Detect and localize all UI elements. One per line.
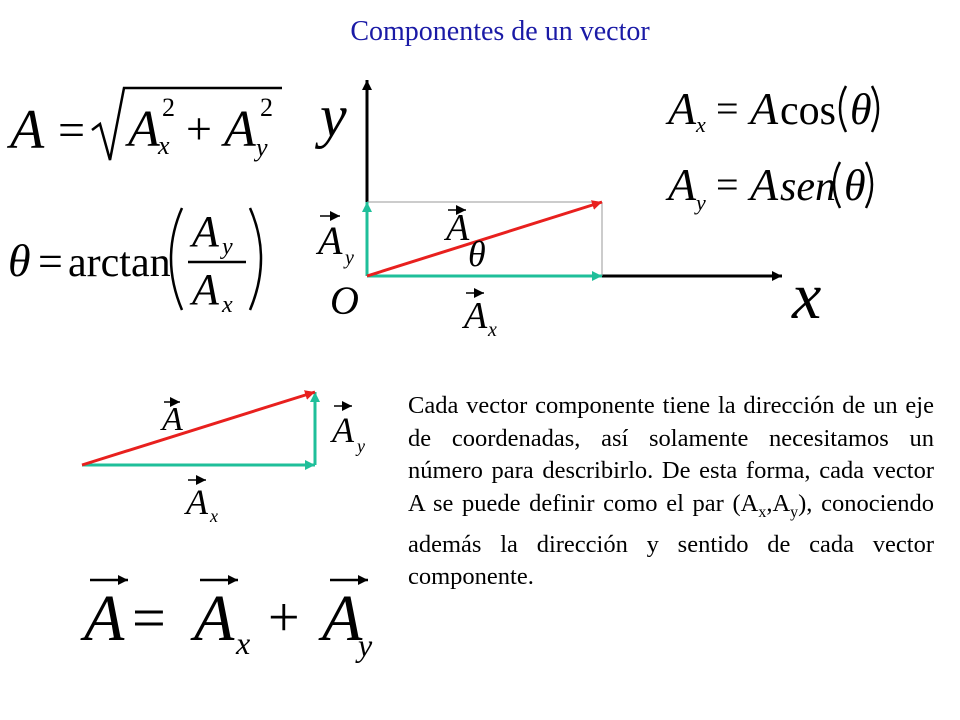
ax-formula (665, 83, 878, 137)
ax-right-paren (872, 86, 878, 132)
ax-left-paren (840, 86, 846, 132)
angle-denominator: A (192, 265, 219, 314)
ay-lhs: A (668, 159, 697, 210)
sum-t1-sub: x (236, 625, 251, 661)
triangle-ay-sub: y (357, 436, 365, 456)
magnitude-lhs: A (10, 99, 45, 161)
sum-plus: + (268, 587, 300, 649)
magnitude-equals: = (58, 104, 86, 157)
triangle-vector-arrow (82, 392, 315, 465)
ax-lhs-sub: x (696, 112, 706, 137)
triangle-ax-label: A (186, 482, 208, 522)
angle-equals: = (38, 237, 63, 286)
y-axis-label: y (320, 83, 347, 149)
angle-denominator-sub: x (222, 292, 233, 318)
angle-numerator-sub: y (222, 234, 233, 260)
ay-arg: θ (844, 161, 866, 210)
angle-label: θ (468, 234, 486, 274)
triangle-vector-label: A (162, 401, 183, 438)
ay-rhs: A (750, 159, 779, 210)
ay-lhs-sub: y (696, 190, 706, 215)
x-axis-label: x (792, 260, 822, 333)
slide-title: Componentes de un vector (350, 16, 650, 47)
ax-label-sub: x (488, 319, 497, 341)
ax-lhs: A (668, 83, 697, 134)
ay-label: A (318, 218, 343, 263)
ay-right-paren (866, 162, 872, 208)
paragraph-end: ), conociendo además la dirección y sentido de cada vector componente. (408, 489, 934, 591)
explanation-paragraph (408, 390, 934, 594)
ay-equals: = (716, 162, 739, 207)
magnitude-sup1: 2 (162, 93, 175, 122)
angle-formula (8, 207, 261, 318)
coordinate-diagram (314, 80, 821, 341)
ax-label: A (464, 295, 488, 337)
magnitude-plus: + (186, 103, 212, 154)
ay-label-sub: y (345, 247, 354, 269)
left-paren (171, 208, 182, 310)
ax-func: cos (780, 88, 836, 134)
angle-func: arctan (68, 240, 171, 286)
paragraph-mid: ,A (766, 489, 791, 517)
magnitude-sub1: x (158, 131, 170, 160)
paragraph-sub-y: y (790, 503, 799, 521)
paragraph-sub-x: x (758, 503, 767, 521)
ax-arg: θ (850, 85, 872, 134)
ay-func: sen (780, 164, 836, 210)
origin-label: O (330, 278, 359, 323)
ay-formula (665, 159, 872, 215)
ax-rhs: A (750, 83, 779, 134)
right-paren (250, 208, 261, 310)
magnitude-term1: A (128, 101, 160, 158)
magnitude-formula (6, 88, 282, 162)
paragraph-start: Cada vector componente tiene la dirección de un eje de coordenadas, así solamente necesitamos un número para describirlo. De esta forma, cada vector A se puede definir como el par (A (408, 392, 934, 517)
vector-a-label: A (446, 207, 470, 249)
sum-t2-sub: y (358, 627, 373, 663)
magnitude-sup2: 2 (260, 93, 273, 122)
sum-t2: A (322, 582, 363, 655)
triangle-diagram (82, 392, 365, 526)
sum-lhs: A (84, 582, 125, 655)
triangle-ay-label: A (332, 410, 354, 450)
angle-numerator: A (192, 207, 219, 256)
ax-equals: = (716, 86, 739, 131)
magnitude-sub2: y (256, 133, 268, 162)
sum-t1: A (194, 582, 235, 655)
triangle-ax-sub: x (210, 506, 218, 526)
angle-theta: θ (8, 235, 31, 286)
sum-equals: = (132, 585, 166, 651)
magnitude-term2: A (224, 101, 256, 158)
vector-sum-formula (80, 580, 373, 663)
